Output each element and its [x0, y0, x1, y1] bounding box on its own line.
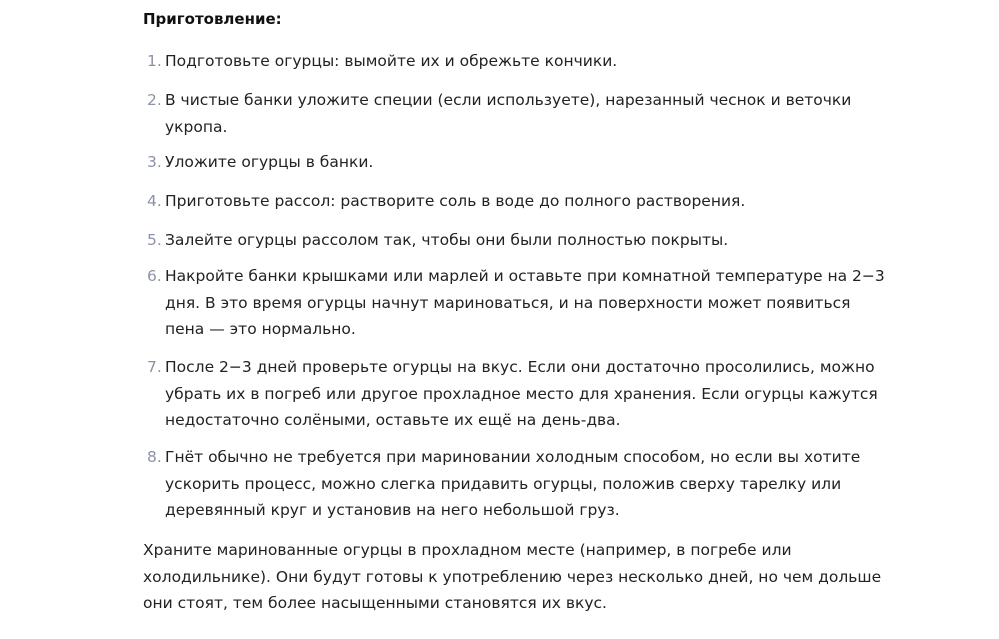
- step-number: 8.: [147, 448, 162, 466]
- step-text: Приготовьте рассол: растворите соль в воде до полного растворения.: [165, 192, 746, 210]
- list-item: [143, 263, 903, 343]
- step-number: 4.: [147, 192, 162, 210]
- step-text: В чистые банки уложите специи (если используете), нарезанный чеснок и веточки укропа.: [165, 91, 852, 136]
- step-number: 1.: [147, 52, 162, 70]
- list-item: [143, 354, 903, 434]
- step-number: 7.: [147, 358, 162, 376]
- list-item: [143, 227, 903, 254]
- step-text: Гнёт обычно не требуется при мариновании холодным способом, но если вы хотите ускорить процесс, можно слегка придавить огурцы, положив сверху тарелку или деревянный круг и установив на него небольшой груз.: [165, 448, 861, 519]
- list-item: [143, 188, 903, 215]
- step-number: 2.: [147, 91, 162, 109]
- step-number: 5.: [147, 231, 162, 249]
- list-item: [143, 444, 903, 524]
- storage-note: Храните маринованные огурцы в прохладном месте (например, в погребе или холодильнике). Они будут готовы к употреблению через несколько дней, но чем дольше они стоят, тем более насыщенными становятся их вкус.: [143, 541, 882, 612]
- step-text: Уложите огурцы в банки.: [165, 153, 374, 171]
- list-item: [143, 48, 903, 75]
- step-text: Залейте огурцы рассолом так, чтобы они были полностью покрыты.: [165, 231, 729, 249]
- step-number: 3.: [147, 153, 162, 171]
- step-text: Подготовьте огурцы: вымойте их и обрежьте кончики.: [165, 52, 618, 70]
- list-item: [143, 87, 903, 140]
- step-text: После 2−3 дней проверьте огурцы на вкус. Если они достаточно просолились, можно убрать их в погреб или другое прохладное место для хранения. Если огурцы кажутся недостаточно солёными, оставьте их ещё на день-два.: [165, 358, 878, 429]
- step-text: Накройте банки крышками или марлей и оставьте при комнатной температуре на 2−3 дня. В это время огурцы начнут мариноваться, и на поверхности может появиться пена — это нормально.: [165, 267, 885, 338]
- list-item: [143, 149, 903, 176]
- step-number: 6.: [147, 267, 162, 285]
- section-heading: Приготовление:: [143, 10, 282, 28]
